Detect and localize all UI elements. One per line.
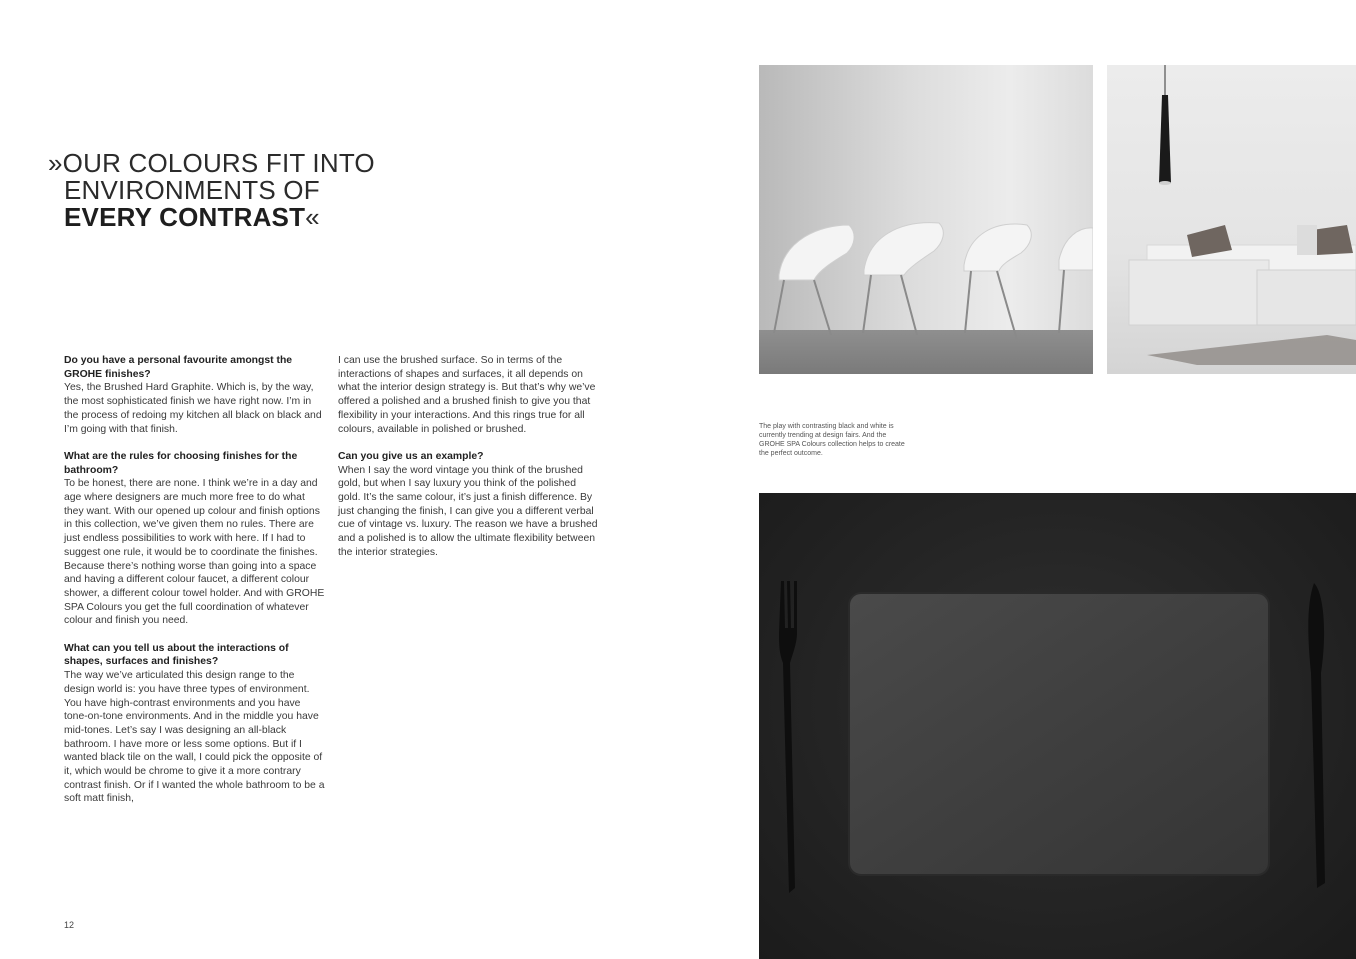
page-number: 12 [64, 920, 75, 930]
photo-caption: The play with contrasting black and white is currently trending at design fairs. And the GROHE SPA Colours collection helps to create the perfect outcome. [759, 423, 905, 457]
interview-question: What are the rules for choosing finishes for the bathroom? [64, 450, 298, 476]
interview-column-right [338, 354, 600, 573]
headline-open-quote: » [48, 148, 63, 178]
chairs-photo [759, 65, 1093, 374]
headline-line-1 [48, 150, 468, 177]
headline-text-1: OUR COLOURS FIT INTO [62, 148, 375, 178]
qa-block [64, 642, 326, 806]
interview-answer: The way we’ve articulated this design range to the design world is: you have three types of environment. You have high-contrast environments and you have tone-on-tone environments. And in the middle you have mid-tones. Let’s say I was designing an all-black bathroom. I have more or less some options. But if I wanted black tile on the wall, I could pick the opposite of it, which would be chrome to give it a more contrary contrast finish. Or if I wanted the whole bathroom to be a soft matt finish, [64, 670, 325, 805]
interview-column-left [64, 354, 326, 820]
chairs-illustration [759, 65, 1093, 374]
headline-line-2: ENVIRONMENTS OF [64, 175, 320, 205]
interview-answer: To be honest, there are none. I think we’re in a day and age where designers are much more free to do what they want. With our opened up colour and finish options in this collection, we’ve given them no rules. There are just endless possibilities to work with here. If I had to suggest one rule, it would be to coordinate the finishes. Because there’s nothing worse than going into a space and having a different colour faucet, a different colour shower, a different colour towel holder. And with GROHE SPA Colours you get the full coordination of whatever colour and finish you need. [64, 478, 325, 627]
slate-illustration [759, 493, 1356, 959]
qa-block [338, 450, 600, 560]
interview-question: Can you give us an example? [338, 450, 484, 462]
sofa-photo [1107, 65, 1356, 374]
headline-line-3 [48, 204, 468, 231]
headline-bold-text: EVERY CONTRAST [64, 202, 306, 232]
interview-question: What can you tell us about the interactions of shapes, surfaces and finishes? [64, 642, 289, 668]
slate-plate-photo [759, 493, 1356, 959]
interview-question: Do you have a personal favourite amongst the GROHE finishes? [64, 355, 293, 380]
qa-block [64, 354, 326, 436]
interview-answer: Yes, the Brushed Hard Graphite. Which is, by the way, the most sophisticated finish we have right now. I’m in the process of redoing my kitchen all black on black and I’m going with that finish. [64, 382, 322, 435]
page-headline [48, 150, 468, 231]
interview-answer-continued: I can use the brushed surface. So in terms of the interactions of shapes and surfaces, it all depends on what the interior design strategy is. But that’s why we’ve offered a polished and a brushed finish to give you that flexibility in your interactions. And this rings true for all colours, available in polished or brushed. [338, 355, 596, 435]
interview-answer: When I say the word vintage you think of the brushed gold, but when I say luxury you think of the polished gold. It’s the same colour, it’s just a finish difference. By just changing the finish, I can give you a different verbal cue of vintage vs. luxury. The reason we have a brushed and a polished is to allow the ultimate flexibility between the interior strategies. [338, 464, 598, 558]
headline-close-quote: « [305, 202, 320, 232]
sofa-illustration [1107, 65, 1356, 374]
qa-block [64, 450, 326, 628]
